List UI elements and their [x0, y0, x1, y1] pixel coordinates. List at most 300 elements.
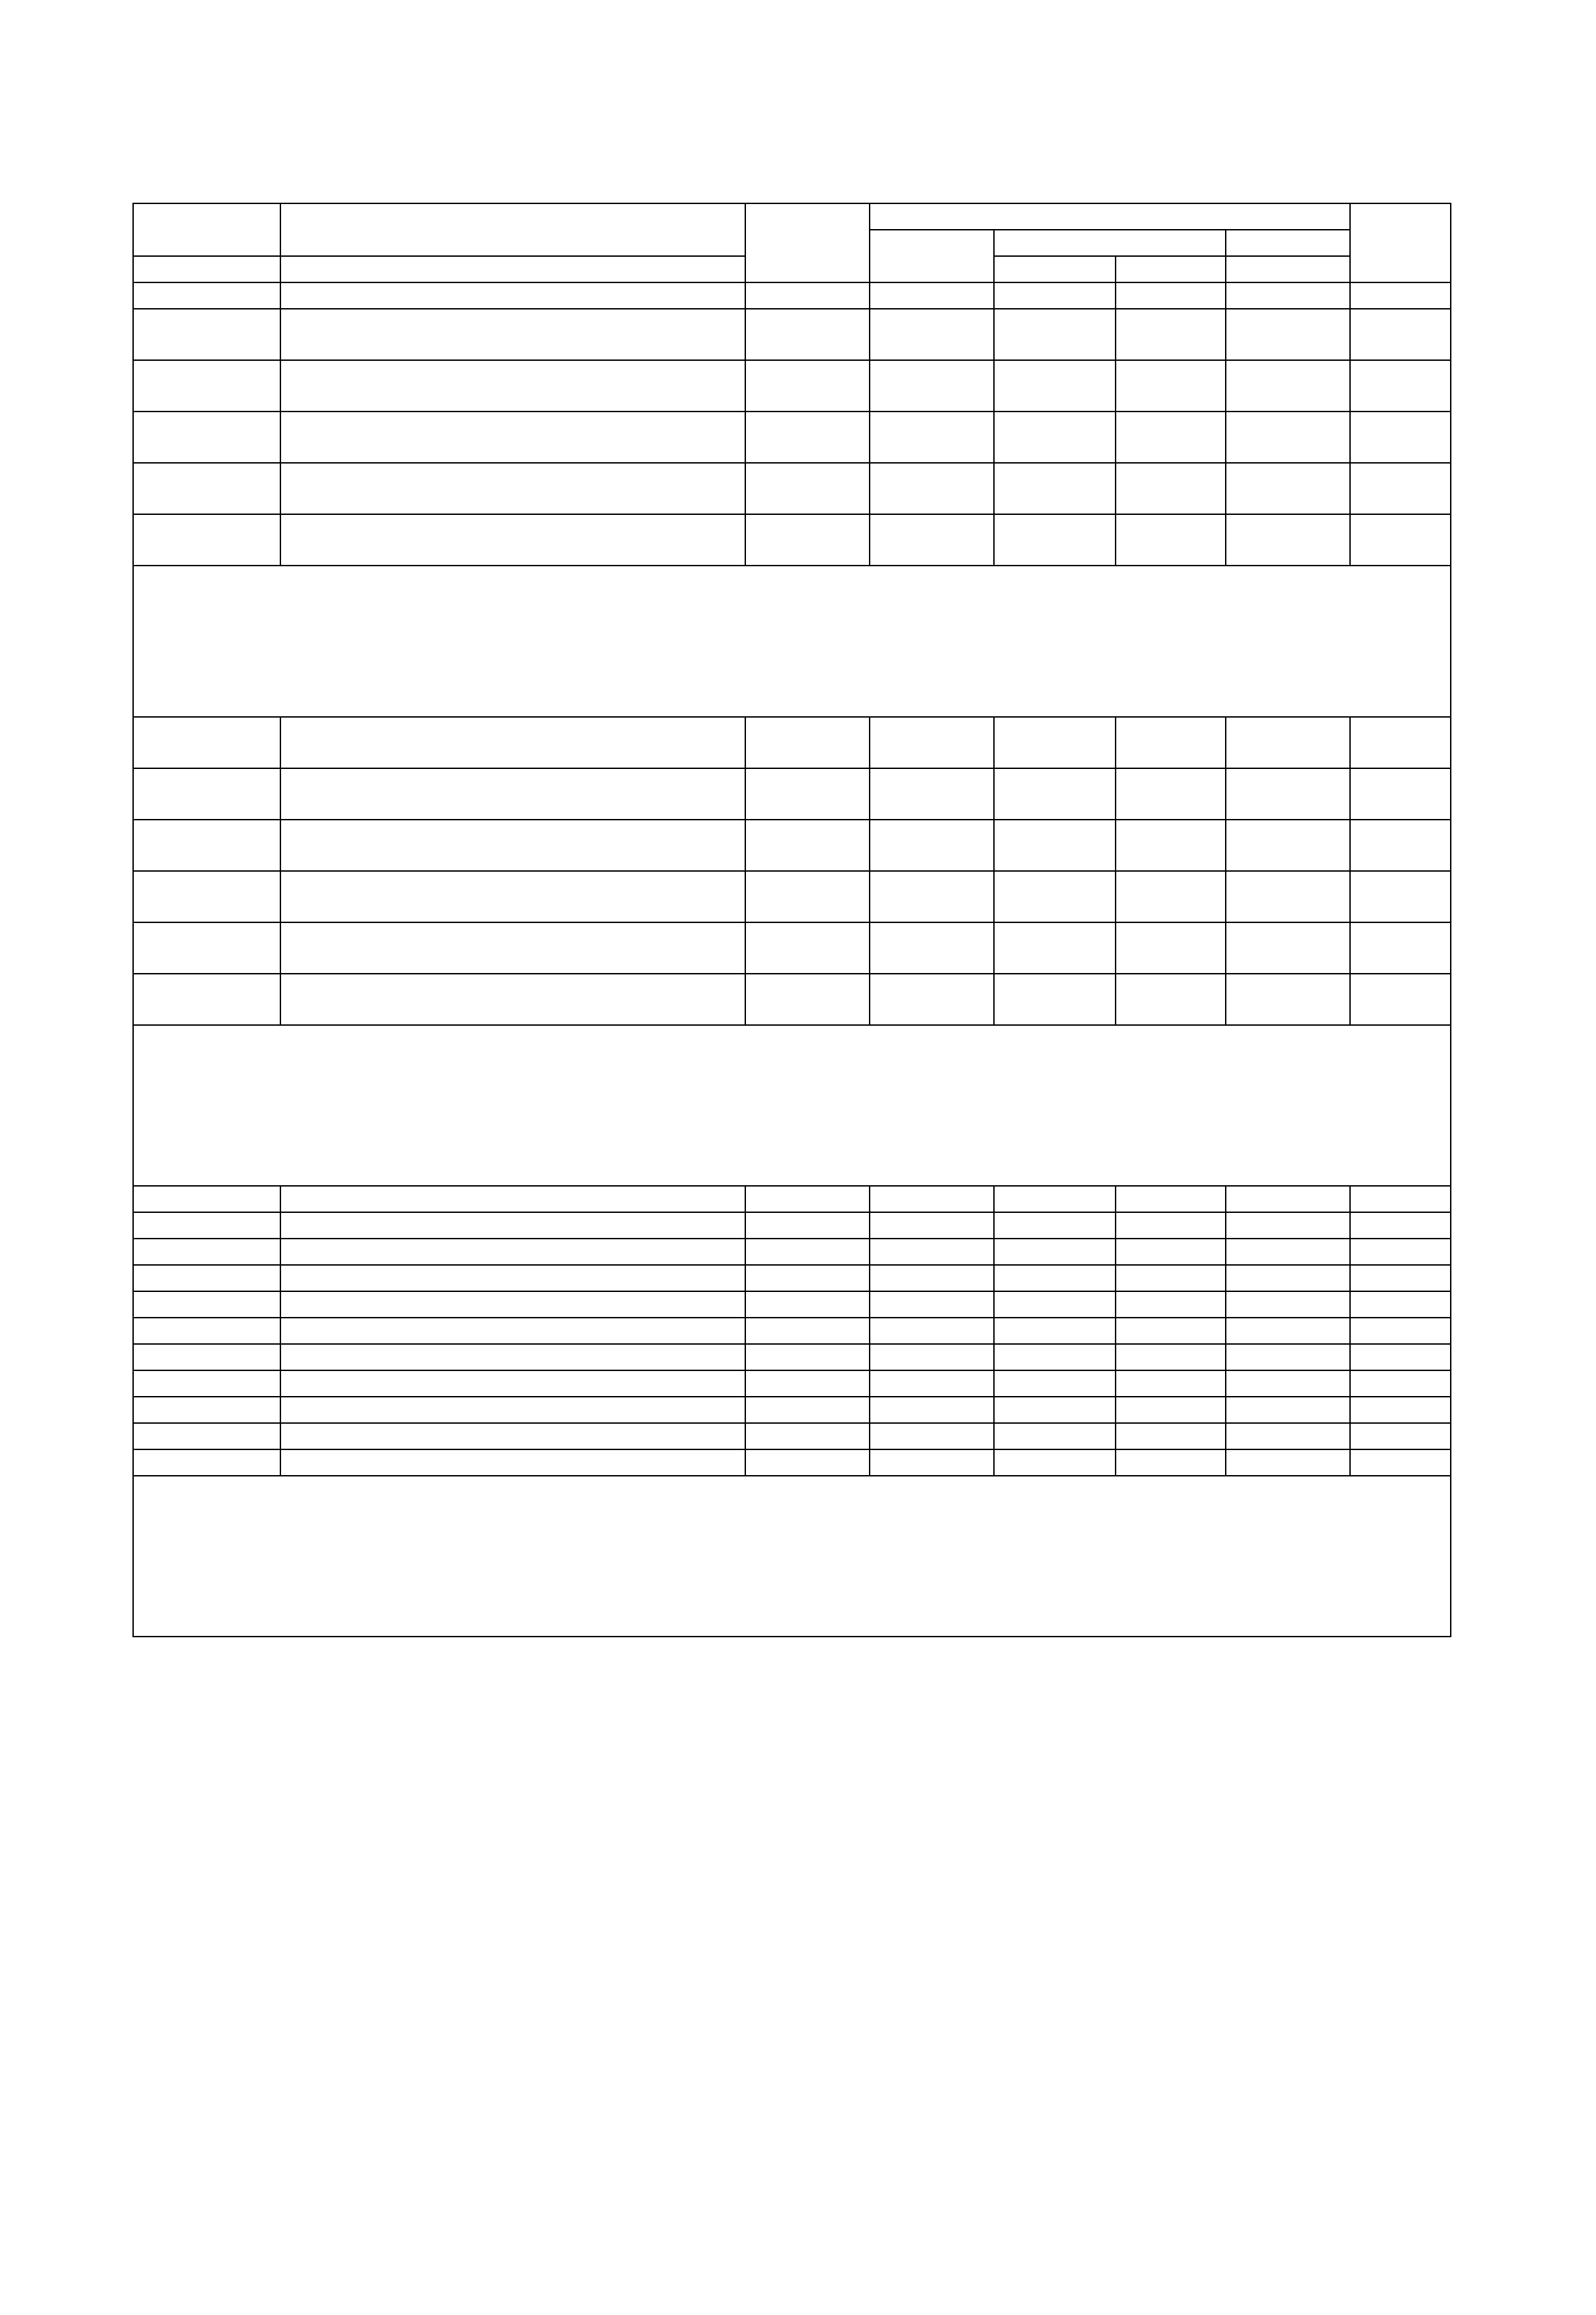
- material-value: [1226, 540, 1350, 566]
- material-value: [870, 794, 994, 820]
- operator-wages: [1116, 1397, 1226, 1423]
- table-row: [133, 1318, 1451, 1344]
- material-name: [280, 386, 745, 412]
- material-value: [1350, 794, 1451, 820]
- operator-wages: [1116, 1449, 1226, 1476]
- wages: [870, 463, 994, 489]
- direct-costs: [745, 871, 870, 897]
- materials: [1226, 1318, 1350, 1344]
- material-code: [133, 794, 280, 820]
- material-value: [1226, 437, 1350, 463]
- wages: [870, 360, 994, 386]
- material-value: [1116, 334, 1226, 360]
- rate-code: [133, 820, 280, 845]
- material-value: [1226, 897, 1350, 922]
- material-value: [994, 540, 1116, 566]
- operator-wages: [1116, 1186, 1226, 1212]
- materials: [1226, 974, 1350, 999]
- work-name: [280, 1370, 745, 1397]
- material-value: [745, 999, 870, 1025]
- table-row: [133, 743, 1451, 768]
- direct-costs: [745, 412, 870, 437]
- operator-wages: [1116, 463, 1226, 489]
- labor-hours: [1350, 717, 1451, 743]
- col-number: [870, 282, 994, 309]
- work-name: [280, 1397, 745, 1423]
- col-header-materials: [1226, 230, 1350, 256]
- machines-total: [994, 871, 1116, 897]
- material-code: [133, 437, 280, 463]
- machines-total: [994, 1265, 1116, 1291]
- materials: [1226, 717, 1350, 743]
- work-name: [280, 1212, 745, 1239]
- machines-total: [994, 1344, 1116, 1370]
- direct-costs: [745, 463, 870, 489]
- operator-wages: [1116, 309, 1226, 334]
- materials: [1226, 412, 1350, 437]
- table-row: [133, 540, 1451, 566]
- material-name: [280, 845, 745, 871]
- material-value: [745, 743, 870, 768]
- direct-costs: [745, 717, 870, 743]
- wages: [870, 922, 994, 948]
- wages: [870, 1318, 994, 1344]
- material-value: [1350, 334, 1451, 360]
- direct-costs: [745, 1239, 870, 1265]
- labor-hours: [1350, 768, 1451, 794]
- material-value: [745, 540, 870, 566]
- section-header: [133, 1025, 1451, 1141]
- direct-costs: [745, 1423, 870, 1449]
- section-subtitle: [133, 674, 1451, 717]
- section-subtitle: [133, 1591, 1451, 1637]
- rate-code: [133, 871, 280, 897]
- rate-code: [133, 1265, 280, 1291]
- operator-wages: [1116, 820, 1226, 845]
- wages: [870, 1291, 994, 1318]
- direct-costs: [745, 1397, 870, 1423]
- operator-wages: [1116, 922, 1226, 948]
- materials: [1226, 922, 1350, 948]
- material-value: [870, 489, 994, 514]
- material-value: [745, 897, 870, 922]
- machines-total: [994, 360, 1116, 386]
- machines-total: [994, 1212, 1116, 1239]
- material-value: [1226, 489, 1350, 514]
- work-name: [280, 974, 745, 999]
- machines-total: [994, 463, 1116, 489]
- material-value: [1226, 334, 1350, 360]
- material-code: [133, 334, 280, 360]
- labor-hours: [1350, 820, 1451, 845]
- wages: [870, 1397, 994, 1423]
- direct-costs: [745, 360, 870, 386]
- table-row: [133, 489, 1451, 514]
- machines-total: [994, 1186, 1116, 1212]
- wages: [870, 1186, 994, 1212]
- table-row: [133, 514, 1451, 540]
- labor-hours: [1350, 1397, 1451, 1423]
- material-value: [870, 540, 994, 566]
- rate-code: [133, 974, 280, 999]
- material-value: [1226, 386, 1350, 412]
- material-value: [1116, 948, 1226, 974]
- direct-costs: [745, 1291, 870, 1318]
- materials: [1226, 820, 1350, 845]
- wages: [870, 1449, 994, 1476]
- material-value: [1226, 948, 1350, 974]
- machines-total: [994, 1318, 1116, 1344]
- table-row: [133, 845, 1451, 871]
- materials: [1226, 1370, 1350, 1397]
- material-code: [133, 386, 280, 412]
- col-header-wages: [870, 230, 994, 282]
- rate-code: [133, 412, 280, 437]
- wages: [870, 1370, 994, 1397]
- col-number: [280, 282, 745, 309]
- material-value: [1226, 794, 1350, 820]
- table-row: [133, 1344, 1451, 1370]
- machines-total: [994, 309, 1116, 334]
- material-value: [745, 334, 870, 360]
- table-row: [133, 1449, 1451, 1476]
- labor-hours: [1350, 463, 1451, 489]
- material-name: [280, 897, 745, 922]
- labor-hours: [1350, 1239, 1451, 1265]
- rate-code: [133, 360, 280, 386]
- material-value: [1116, 489, 1226, 514]
- labor-hours: [1350, 1186, 1451, 1212]
- table-row: [133, 794, 1451, 820]
- material-value: [994, 897, 1116, 922]
- labor-hours: [1350, 1449, 1451, 1476]
- wages: [870, 717, 994, 743]
- table-row: [133, 871, 1451, 897]
- direct-costs: [745, 922, 870, 948]
- table-row: [133, 463, 1451, 489]
- machines-total: [994, 1397, 1116, 1423]
- col-header-codes: [133, 203, 280, 256]
- material-value: [745, 489, 870, 514]
- work-name: [280, 820, 745, 845]
- labor-hours: [1350, 1265, 1451, 1291]
- labor-hours: [1350, 1370, 1451, 1397]
- direct-costs: [745, 309, 870, 334]
- materials: [1226, 1344, 1350, 1370]
- col-header-operator-wages: [1116, 256, 1226, 282]
- rate-code: [133, 1449, 280, 1476]
- direct-costs: [745, 1318, 870, 1344]
- wages: [870, 768, 994, 794]
- material-value: [870, 743, 994, 768]
- material-value: [1350, 489, 1451, 514]
- labor-hours: [1350, 974, 1451, 999]
- table-row: [133, 1186, 1451, 1212]
- labor-hours: [1350, 412, 1451, 437]
- machines-total: [994, 1370, 1116, 1397]
- material-name: [280, 794, 745, 820]
- material-code: [133, 897, 280, 922]
- material-code: [133, 743, 280, 768]
- labor-hours: [1350, 922, 1451, 948]
- table-row: [133, 1265, 1451, 1291]
- col-header-labor-hours: [1350, 203, 1451, 282]
- operator-wages: [1116, 1370, 1226, 1397]
- rate-code: [133, 1370, 280, 1397]
- direct-costs: [745, 1186, 870, 1212]
- material-value: [1226, 999, 1350, 1025]
- col-header-name: [280, 203, 745, 256]
- materials: [1226, 360, 1350, 386]
- rate-code: [133, 463, 280, 489]
- work-name: [280, 309, 745, 334]
- materials: [1226, 1239, 1350, 1265]
- material-value: [994, 334, 1116, 360]
- rate-code: [133, 1344, 280, 1370]
- materials: [1226, 871, 1350, 897]
- materials: [1226, 1186, 1350, 1212]
- work-name: [280, 717, 745, 743]
- direct-costs: [745, 1370, 870, 1397]
- table-row: [133, 1212, 1451, 1239]
- materials: [1226, 1449, 1350, 1476]
- col-header-material-names: [280, 256, 745, 282]
- col-header-material-codes: [133, 256, 280, 282]
- material-value: [1116, 897, 1226, 922]
- direct-costs: [745, 1344, 870, 1370]
- operator-wages: [1116, 1212, 1226, 1239]
- material-value: [870, 999, 994, 1025]
- work-name: [280, 1291, 745, 1318]
- material-name: [280, 437, 745, 463]
- material-value: [870, 845, 994, 871]
- table-row: [133, 1370, 1451, 1397]
- work-name: [280, 1423, 745, 1449]
- col-number: [994, 282, 1116, 309]
- col-header-group: [870, 203, 1350, 230]
- material-value: [1116, 999, 1226, 1025]
- material-value: [1226, 743, 1350, 768]
- operator-wages: [1116, 514, 1226, 540]
- col-number: [1226, 282, 1350, 309]
- material-code: [133, 948, 280, 974]
- rate-code: [133, 1397, 280, 1423]
- materials: [1226, 1423, 1350, 1449]
- machines-total: [994, 412, 1116, 437]
- rate-code: [133, 1239, 280, 1265]
- material-value: [1350, 948, 1451, 974]
- machines-total: [994, 768, 1116, 794]
- table-row: [133, 386, 1451, 412]
- wages: [870, 412, 994, 437]
- material-value: [1350, 845, 1451, 871]
- table-row: [133, 437, 1451, 463]
- table-row: [133, 412, 1451, 437]
- direct-costs: [745, 1449, 870, 1476]
- col-number: [1116, 282, 1226, 309]
- machines-total: [994, 1291, 1116, 1318]
- operator-wages: [1116, 1344, 1226, 1370]
- col-number: [133, 282, 280, 309]
- material-code: [133, 845, 280, 871]
- operator-wages: [1116, 717, 1226, 743]
- work-name: [280, 768, 745, 794]
- wages: [870, 1239, 994, 1265]
- wages: [870, 309, 994, 334]
- machines-total: [994, 1239, 1116, 1265]
- col-header-unaccounted-materials: [1226, 256, 1350, 282]
- wages: [870, 1344, 994, 1370]
- labor-hours: [1350, 514, 1451, 540]
- labor-hours: [1350, 1423, 1451, 1449]
- table-row: [133, 820, 1451, 845]
- labor-hours: [1350, 1291, 1451, 1318]
- direct-costs: [745, 1265, 870, 1291]
- operator-wages: [1116, 1318, 1226, 1344]
- machines-total: [994, 922, 1116, 948]
- rate-code: [133, 922, 280, 948]
- labor-hours: [1350, 871, 1451, 897]
- machines-total: [994, 974, 1116, 999]
- wages: [870, 1423, 994, 1449]
- work-name: [280, 922, 745, 948]
- direct-costs: [745, 768, 870, 794]
- table-row: [133, 1397, 1451, 1423]
- machines-total: [994, 1423, 1116, 1449]
- labor-hours: [1350, 360, 1451, 386]
- operator-wages: [1116, 360, 1226, 386]
- operator-wages: [1116, 871, 1226, 897]
- material-code: [133, 999, 280, 1025]
- direct-costs: [745, 514, 870, 540]
- labor-hours: [1350, 1212, 1451, 1239]
- material-code: [133, 540, 280, 566]
- work-name: [280, 1265, 745, 1291]
- work-name: [280, 1239, 745, 1265]
- direct-costs: [745, 820, 870, 845]
- materials: [1226, 1291, 1350, 1318]
- rate-code: [133, 1423, 280, 1449]
- table-row: [133, 360, 1451, 386]
- material-value: [1116, 845, 1226, 871]
- wages: [870, 974, 994, 999]
- col-number: [1350, 282, 1451, 309]
- direct-costs: [745, 1212, 870, 1239]
- material-code: [133, 489, 280, 514]
- material-value: [994, 999, 1116, 1025]
- rate-code: [133, 768, 280, 794]
- wages: [870, 871, 994, 897]
- material-name: [280, 743, 745, 768]
- table-row: [133, 897, 1451, 922]
- material-value: [1350, 999, 1451, 1025]
- material-value: [994, 845, 1116, 871]
- material-value: [994, 948, 1116, 974]
- materials: [1226, 463, 1350, 489]
- table-row: [133, 1239, 1451, 1265]
- work-name: [280, 412, 745, 437]
- direct-costs: [745, 974, 870, 999]
- material-value: [994, 489, 1116, 514]
- material-value: [1350, 540, 1451, 566]
- material-value: [1116, 540, 1226, 566]
- section-header: [133, 566, 1451, 674]
- material-value: [745, 948, 870, 974]
- material-value: [745, 845, 870, 871]
- machines-total: [994, 1449, 1116, 1476]
- labor-hours: [1350, 1318, 1451, 1344]
- wages: [870, 514, 994, 540]
- work-name: [280, 1344, 745, 1370]
- table-row: [133, 974, 1451, 999]
- work-name: [280, 1449, 745, 1476]
- wages: [870, 820, 994, 845]
- section-title: [870, 1476, 1451, 1591]
- material-value: [870, 897, 994, 922]
- col-number: [745, 282, 870, 309]
- machines-total: [994, 717, 1116, 743]
- table-row: [133, 309, 1451, 334]
- material-name: [280, 999, 745, 1025]
- materials: [1226, 309, 1350, 334]
- operator-wages: [1116, 768, 1226, 794]
- rate-code: [133, 1291, 280, 1318]
- rate-code: [133, 1318, 280, 1344]
- section-title: [870, 566, 1451, 674]
- table-row: [133, 1291, 1451, 1318]
- section-header: [133, 1476, 1451, 1591]
- material-value: [1350, 743, 1451, 768]
- col-header-machines-total: [994, 256, 1116, 282]
- material-value: [1226, 845, 1350, 871]
- labor-hours: [1350, 309, 1451, 334]
- material-value: [745, 437, 870, 463]
- section-title: [870, 1025, 1451, 1141]
- material-value: [1350, 437, 1451, 463]
- material-value: [994, 794, 1116, 820]
- table-row: [133, 717, 1451, 743]
- materials: [1226, 1397, 1350, 1423]
- material-value: [1116, 437, 1226, 463]
- material-name: [280, 489, 745, 514]
- col-header-machines: [994, 230, 1226, 256]
- section-subtitle: [133, 1141, 1451, 1186]
- operator-wages: [1116, 974, 1226, 999]
- work-name: [280, 1318, 745, 1344]
- material-value: [1350, 386, 1451, 412]
- table-row: [133, 922, 1451, 948]
- table-row: [133, 334, 1451, 360]
- operator-wages: [1116, 1239, 1226, 1265]
- operator-wages: [1116, 1291, 1226, 1318]
- materials: [1226, 1212, 1350, 1239]
- work-name: [280, 871, 745, 897]
- col-header-direct-costs: [745, 203, 870, 282]
- material-name: [280, 540, 745, 566]
- labor-hours: [1350, 1344, 1451, 1370]
- materials: [1226, 1265, 1350, 1291]
- machines-total: [994, 820, 1116, 845]
- operator-wages: [1116, 1265, 1226, 1291]
- rate-code: [133, 1212, 280, 1239]
- material-name: [280, 948, 745, 974]
- operator-wages: [1116, 1423, 1226, 1449]
- material-value: [994, 386, 1116, 412]
- rate-code: [133, 309, 280, 334]
- work-name: [280, 463, 745, 489]
- material-value: [870, 334, 994, 360]
- material-value: [994, 437, 1116, 463]
